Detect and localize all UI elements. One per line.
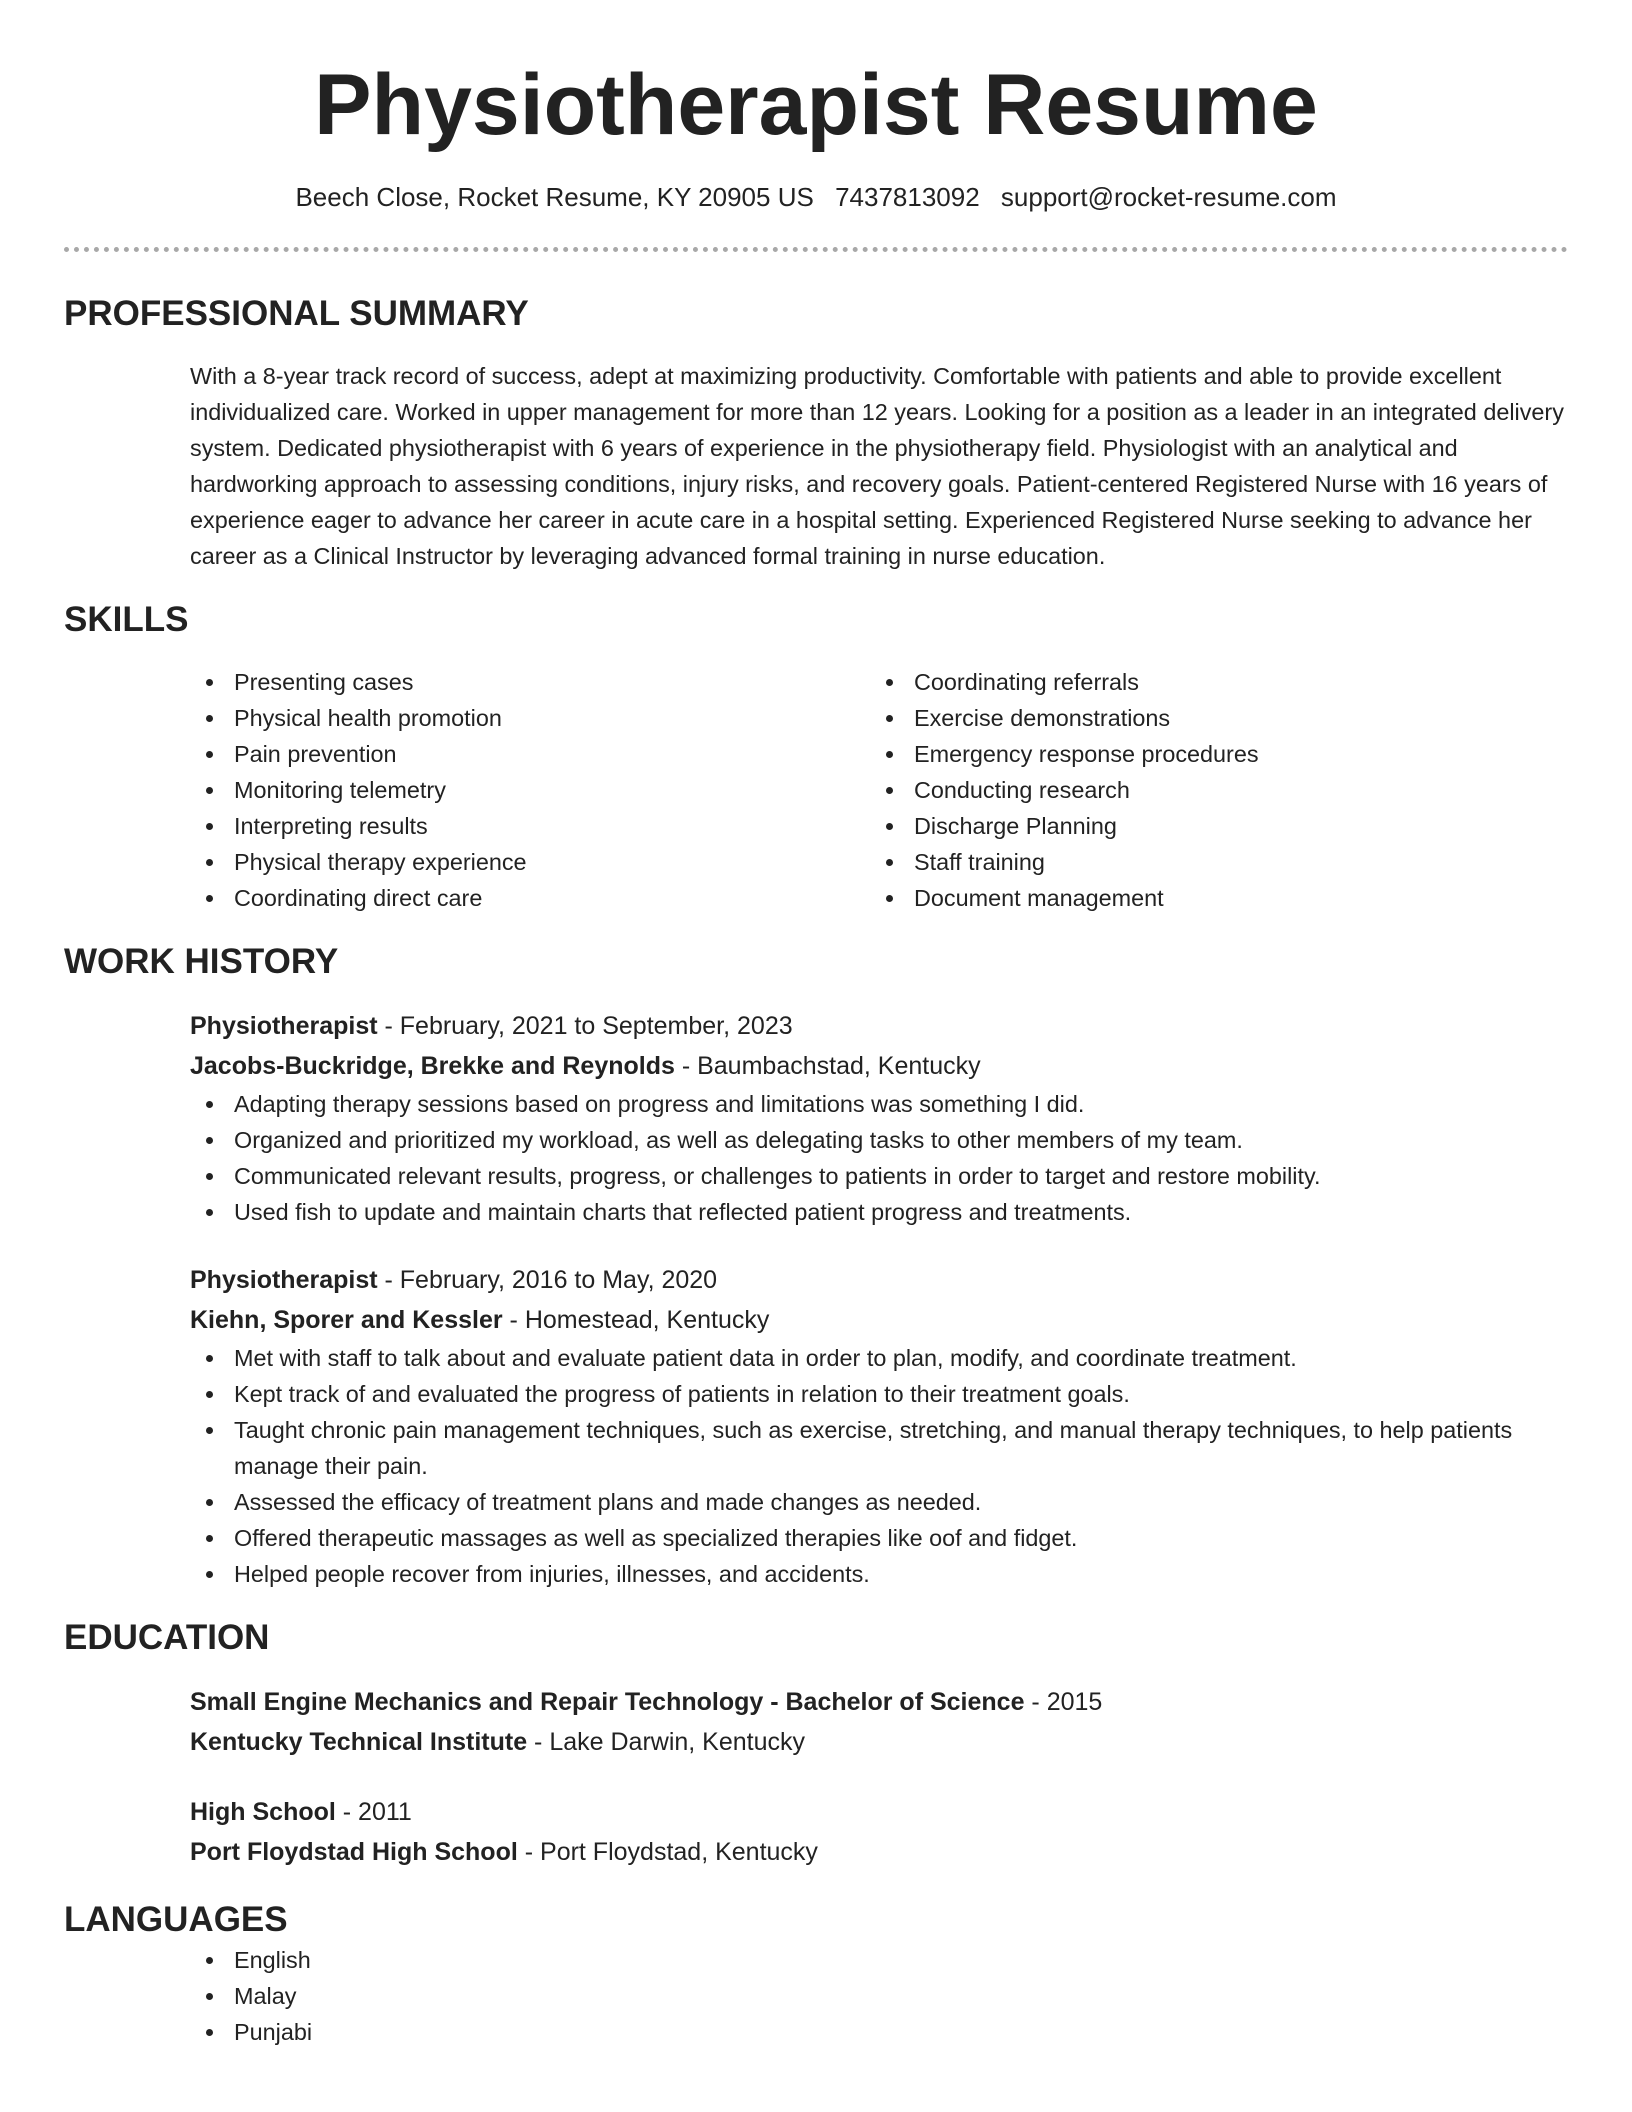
job-company: Jacobs-Buckridge, Brekke and Reynolds xyxy=(190,1052,675,1080)
job-title-line xyxy=(190,1006,1568,1046)
job-bullet: Offered therapeutic massages as well as specialized therapies like oof and fidget. xyxy=(190,1520,1568,1556)
contact-email: support@rocket-resume.com xyxy=(1000,182,1337,212)
language-item: Malay xyxy=(190,1978,1568,2014)
job-location: - Homestead, Kentucky xyxy=(502,1306,770,1334)
education-year: - 2015 xyxy=(1024,1688,1103,1716)
education-section xyxy=(64,1616,1568,1872)
job-bullet: Kept track of and evaluated the progress of patients in relation to their treatment goals. xyxy=(190,1376,1568,1412)
education-degree: High School xyxy=(190,1798,336,1826)
skill-item: Emergency response procedures xyxy=(870,736,1259,772)
job-title-line xyxy=(190,1260,1568,1300)
education-school: Kentucky Technical Institute xyxy=(190,1728,528,1756)
job-bullet: Adapting therapy sessions based on progress and limitations was something I did. xyxy=(190,1086,1568,1122)
education-school: Port Floydstad High School xyxy=(190,1838,518,1866)
skill-item: Staff training xyxy=(870,844,1259,880)
summary-text: With a 8-year track record of success, adept at maximizing productivity. Comfortable with patients and able to provide excellent individualized care. Worked in upper management for more than 12 years. Looking for a position as a leader in an integrated delivery system. Dedicated physiotherapist with 6 years of experience in the physiotherapy field. Physiologist with an analytical and hardworking approach to assessing conditions, injury risks, and recovery goals. Patient-centered Registered Nurse with 16 years of experience eager to advance her career in acute care in a hospital setting. Experienced Registered Nurse seeking to advance her career as a Clinical Instructor by leveraging advanced formal training in nurse education. xyxy=(190,363,1564,569)
education-degree: Small Engine Mechanics and Repair Technology - Bachelor of Science xyxy=(190,1688,1025,1716)
skill-item: Pain prevention xyxy=(190,736,870,772)
skill-item: Document management xyxy=(870,880,1259,916)
education-location: - Port Floydstad, Kentucky xyxy=(517,1838,818,1866)
job-bullet: Assessed the efficacy of treatment plans and made changes as needed. xyxy=(190,1484,1568,1520)
education-school-line xyxy=(190,1832,1568,1872)
skills-heading: SKILLS xyxy=(64,600,189,639)
education-heading: EDUCATION xyxy=(64,1618,270,1657)
education-year: - 2011 xyxy=(335,1798,412,1826)
work-history-section xyxy=(64,940,1568,1592)
languages-list xyxy=(190,1942,1568,2050)
languages-heading: LANGUAGES xyxy=(64,1900,288,1939)
education-school-line xyxy=(190,1722,1568,1762)
skill-item: Exercise demonstrations xyxy=(870,700,1259,736)
work-history-heading: WORK HISTORY xyxy=(64,942,339,981)
header-divider xyxy=(64,247,1568,252)
skills-grid xyxy=(190,664,1568,916)
job-bullet: Used fish to update and maintain charts that reflected patient progress and treatments. xyxy=(190,1194,1568,1230)
contact-phone: 7437813092 xyxy=(835,182,980,212)
language-item: Punjabi xyxy=(190,2014,1568,2050)
skill-item: Interpreting results xyxy=(190,808,870,844)
skills-section xyxy=(64,598,1568,916)
job-title: Physiotherapist xyxy=(190,1012,378,1040)
job-location: - Baumbachstad, Kentucky xyxy=(674,1052,981,1080)
job-company-line xyxy=(190,1046,1568,1086)
job-bullets xyxy=(190,1340,1568,1592)
job-company: Kiehn, Sporer and Kessler xyxy=(190,1306,503,1334)
job-company-line xyxy=(190,1300,1568,1340)
job-dates: - February, 2016 to May, 2020 xyxy=(377,1266,718,1294)
skill-item: Monitoring telemetry xyxy=(190,772,870,808)
skill-item: Coordinating direct care xyxy=(190,880,870,916)
skills-column-2 xyxy=(870,664,1259,916)
skill-item: Presenting cases xyxy=(190,664,870,700)
contact-address: Beech Close, Rocket Resume, KY 20905 US xyxy=(295,182,814,212)
skill-item: Discharge Planning xyxy=(870,808,1259,844)
skill-item: Coordinating referrals xyxy=(870,664,1259,700)
skill-item: Physical health promotion xyxy=(190,700,870,736)
summary-heading: PROFESSIONAL SUMMARY xyxy=(64,294,529,333)
contact-line xyxy=(64,180,1568,214)
education-degree-line xyxy=(190,1792,1568,1832)
job-dates: - February, 2021 to September, 2023 xyxy=(377,1012,793,1040)
skills-column-1 xyxy=(190,664,870,916)
skill-item: Physical therapy experience xyxy=(190,844,870,880)
resume-title: Physiotherapist Resume xyxy=(314,57,1318,153)
education-location: - Lake Darwin, Kentucky xyxy=(527,1728,806,1756)
summary-section xyxy=(64,292,1568,574)
job-bullet: Taught chronic pain management techniques, such as exercise, stretching, and manual therapy techniques, to help patients manage their pain. xyxy=(190,1412,1568,1484)
resume-page xyxy=(64,0,1568,2050)
languages-section xyxy=(64,1898,1568,2050)
job-bullets xyxy=(190,1086,1568,1230)
job-bullet: Helped people recover from injuries, illnesses, and accidents. xyxy=(190,1556,1568,1592)
skill-item: Conducting research xyxy=(870,772,1259,808)
job-bullet: Communicated relevant results, progress, or challenges to patients in order to target and restore mobility. xyxy=(190,1158,1568,1194)
job-title: Physiotherapist xyxy=(190,1266,378,1294)
education-degree-line xyxy=(190,1682,1568,1722)
job-bullet: Met with staff to talk about and evaluate patient data in order to plan, modify, and coordinate treatment. xyxy=(190,1340,1568,1376)
job-bullet: Organized and prioritized my workload, as well as delegating tasks to other members of my team. xyxy=(190,1122,1568,1158)
language-item: English xyxy=(190,1942,1568,1978)
